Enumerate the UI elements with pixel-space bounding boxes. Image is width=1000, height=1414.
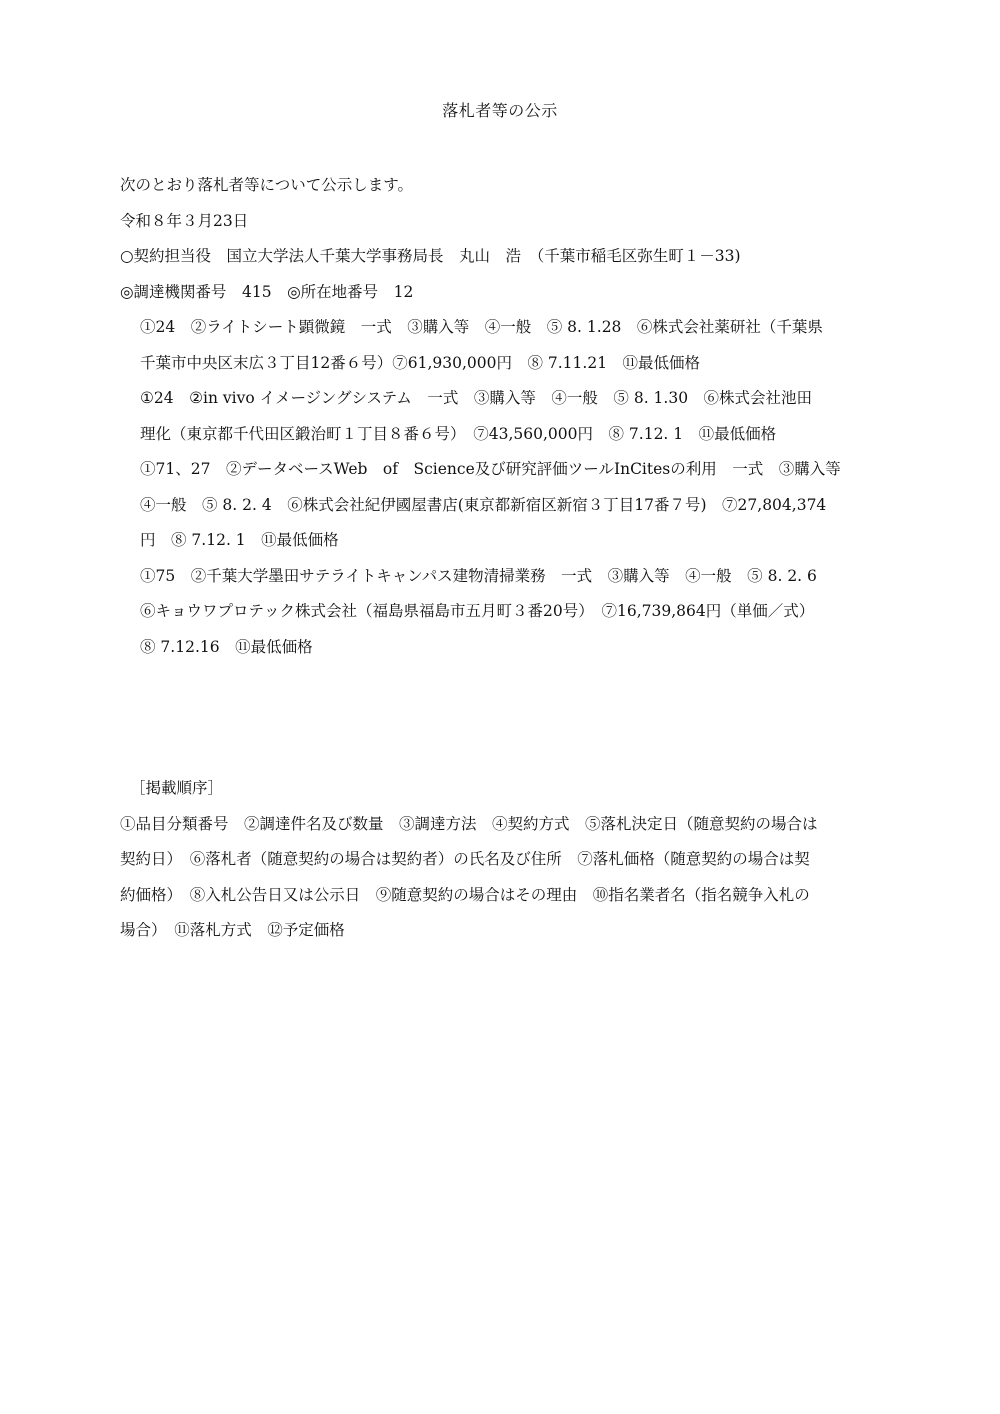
order-line: 約価格） ⑧入札公告日又は公示日 ⑨随意契約の場合はその理由 ⑩指名業者名（指名競争入札の — [120, 885, 810, 904]
entry-line: ①71、27 ②データベースWeb of Science及び研究評価ツールInCitesの利用 一式 ③購入等 — [140, 460, 841, 478]
list-item — [140, 381, 885, 452]
notice-date: 令和８年３月23日 — [120, 211, 249, 230]
list-item — [140, 310, 885, 381]
entry-line: ④一般 ⑤ 8. 2. 4 ⑥株式会社紀伊國屋書店(東京都新宿区新宿３丁目17番７号) ⑦27,804,374 — [140, 495, 827, 514]
entry-line: ⑥キョウワプロテック株式会社（福島県福島市五月町３番20号） ⑦16,739,864円（単価／式） — [140, 602, 815, 620]
document-title: 落札者等の公示 — [442, 101, 558, 120]
entry-line: 千葉市中央区末広３丁目12番６号）⑦61,930,000円 ⑧ 7.11.21 ⑪最低価格 — [140, 353, 701, 372]
order-heading: ［掲載順序］ — [130, 779, 224, 797]
entry-line: ①24 ②in vivo イメージングシステム 一式 ③購入等 ④一般 ⑤ 8. 1.30 ⑥株式会社池田 — [140, 389, 813, 407]
entry-line: ⑧ 7.12.16 ⑪最低価格 — [140, 637, 313, 656]
entry-line: 理化（東京都千代田区鍛治町１丁目８番６号） ⑦43,560,000円 ⑧ 7.12. 1 ⑪最低価格 — [140, 424, 777, 443]
entry-list — [140, 310, 885, 665]
entry-line: 円 ⑧ 7.12. 1 ⑪最低価格 — [140, 531, 339, 549]
order-line: ①品目分類番号 ②調達件名及び数量 ③調達方法 ④契約方式 ⑤落札決定日（随意契約の場合は — [120, 814, 818, 833]
entry-line: ①75 ②千葉大学墨田サテライトキャンパス建物清掃業務 一式 ③購入等 ④一般 ⑤ 8. 2. 6 — [140, 566, 817, 585]
entry-line: ①24 ②ライトシート顕微鏡 一式 ③購入等 ④一般 ⑤ 8. 1.28 ⑥株式会社薬研社（千葉県 — [140, 318, 823, 336]
list-item — [140, 452, 885, 559]
order-line: 契約日） ⑥落札者（随意契約の場合は契約者）の氏名及び住所 ⑦落札価格（随意契約の場合は契 — [120, 850, 810, 868]
contract-official: ○契約担当役 国立大学法人千葉大学事務局長 丸山 浩 （千葉市稲毛区弥生町１－33) — [120, 247, 741, 265]
order-line: 場合） ⑪落札方式 ⑫予定価格 — [120, 921, 345, 939]
publication-order — [120, 771, 885, 949]
intro-text: 次のとおり落札者等について公示します。 — [120, 176, 413, 194]
agency-numbers: ◎調達機関番号 415 ◎所在地番号 12 — [120, 282, 414, 301]
document-body — [120, 168, 885, 665]
list-item — [140, 559, 885, 666]
